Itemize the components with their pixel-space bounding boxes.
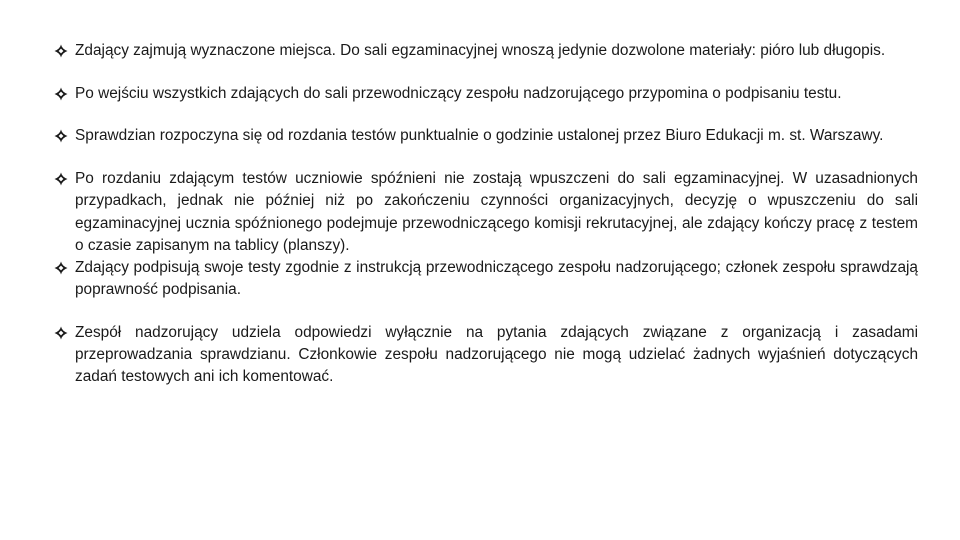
list-item-text: Zespół nadzorujący udziela odpowiedzi wyłącznie na pytania zdających związane z organizacją i zasadami przeprowadzania sprawdzianu. Członkowie zespołu nadzorującego nie mogą udzielać żadnych wyjaśnień dotyczących zadań testowych ani ich komentować. (75, 323, 918, 386)
list-item (54, 322, 918, 389)
list-item-text: Sprawdzian rozpoczyna się od rozdania testów punktualnie o godzinie ustalonej przez Biuro Edukacji m. st. Warszawy. (75, 127, 884, 145)
list-item-text: Zdający podpisują swoje testy zgodnie z instrukcją przewodniczącego zespołu nadzorującego; członek zespołu sprawdzają poprawność podpisania. (75, 258, 918, 299)
diamond-bullet-icon (54, 172, 68, 186)
list-item (54, 168, 918, 257)
list-item-text: Po rozdaniu zdającym testów uczniowie spóźnieni nie zostają wpuszczeni do sali egzaminacyjnej. W uzasadnionych przypadkach, jednak nie później niż po zakończeniu czynności organizacyjnych, decyzję o wpuszczeniu do sali egzaminacyjnej ucznia spóźnionego podejmuje przewodniczącego komisji rekrutacyjnej, ale zdający kończy pracę z testem o czasie zapisanym na tablicy (planszy). (75, 170, 918, 254)
diamond-bullet-icon (54, 261, 68, 275)
list-item (54, 83, 918, 105)
diamond-bullet-icon (54, 129, 68, 143)
bullet-list (54, 40, 918, 388)
list-item-text: Po wejściu wszystkich zdających do sali przewodniczący zespołu nadzorującego przypomina o podpisaniu testu. (75, 84, 842, 102)
diamond-bullet-icon (54, 87, 68, 101)
list-item-text: Zdający zajmują wyznaczone miejsca. Do sali egzaminacyjnej wnoszą jedynie dozwolone materiały: pióro lub długopis. (75, 42, 886, 59)
list-item (54, 257, 918, 301)
diamond-bullet-icon (54, 44, 68, 58)
diamond-bullet-icon (54, 326, 68, 340)
list-item (54, 40, 918, 62)
list-item (54, 125, 918, 147)
